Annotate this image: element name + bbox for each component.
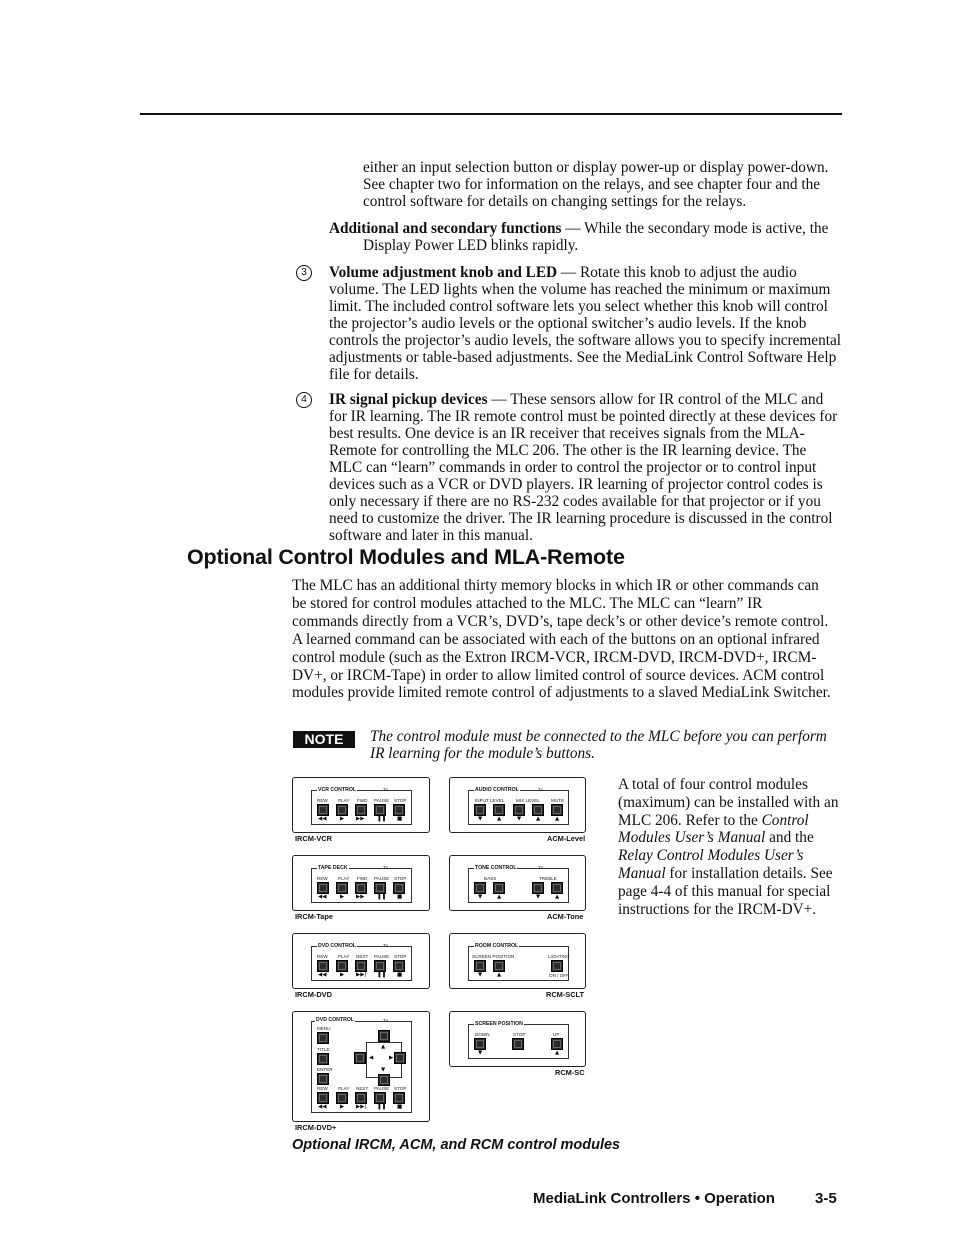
pause-icon: ❚❚ bbox=[377, 1104, 387, 1110]
group-label: TREBLE bbox=[539, 876, 557, 881]
module-title: DVD CONTROL bbox=[316, 1017, 355, 1023]
btn-label: STOP bbox=[394, 798, 407, 803]
arrow-down-icon: ▼ bbox=[381, 1067, 386, 1073]
section-body: The MLC has an additional thirty memory blocks in which IR or other commands can be stored for control modules attached to the MLC. The MLC can “learn” IR commands directly from a VCR’s, DVD’s, tape deck’s or other device’s remote control. A learned command can be associated with each of the buttons on an optional infrared control module (such as the Extron IRCM-VCR, IRCM-DVD, IRCM-DVD+, IRCM-DV+, or IRCM-Tape) in order to allow limited control of source devices. ACM control modules provide limited remote control of adjustments to a slaved MediaLink Switcher. bbox=[292, 577, 831, 702]
group-label: LIGHTING bbox=[548, 954, 570, 959]
btn-label: PAUSE bbox=[374, 1086, 390, 1091]
tx-led: Tx bbox=[383, 943, 389, 948]
item4-term: IR signal pickup devices bbox=[329, 391, 488, 408]
rew-button[interactable] bbox=[317, 882, 329, 894]
group-label: INPUT LEVEL bbox=[475, 798, 505, 803]
tx-led: Tx bbox=[538, 865, 544, 870]
btn-label: STOP bbox=[394, 1086, 407, 1091]
stop-button[interactable] bbox=[393, 804, 405, 816]
module-title: AUDIO CONTROL bbox=[475, 787, 519, 793]
item4-text: — These sensors allow for IR control of the MLC and for IR learning. The IR remote control must be pointed directly at these devices for best results. One device is an IR receiver that receives signals from the MLA-Remote for controlling the MLC 206. The other is the IR learning device. The MLC can “learn” commands in order to control the projector or to control input devices such as a VCR or DVD players. IR learning of projector control codes is only necessary if there are no RS-232 codes available for that projector or if you need to customize the driver. The IR learning procedure is discussed in the control software and later in this manual. bbox=[329, 391, 838, 544]
rew-icon: ◀◀ bbox=[318, 816, 327, 822]
up-icon: ▲ bbox=[497, 894, 502, 900]
tx-led: Tx bbox=[383, 865, 389, 870]
module-title: VCR CONTROL bbox=[318, 787, 357, 793]
side-text-3: for installation details. See page 4-4 of this manual for special instructions for the IRCM-DV+. bbox=[618, 864, 833, 918]
ir-pickup-paragraph bbox=[329, 391, 843, 544]
nav-left-button[interactable] bbox=[354, 1052, 366, 1064]
additional-functions-paragraph bbox=[329, 220, 843, 254]
tx-led: Tx bbox=[538, 787, 544, 792]
module-rcm-sclt bbox=[449, 933, 586, 989]
down-icon: ▼ bbox=[478, 1050, 483, 1056]
play-icon: ▶ bbox=[340, 894, 345, 900]
screen-down-button[interactable] bbox=[474, 960, 486, 972]
note-badge: NOTE bbox=[293, 731, 355, 748]
btn-label: FWD bbox=[357, 798, 368, 803]
bass-down-button[interactable] bbox=[474, 882, 486, 894]
menu-button[interactable] bbox=[317, 1032, 329, 1044]
up-icon: ▲ bbox=[555, 1050, 560, 1056]
mute-button[interactable] bbox=[551, 804, 563, 816]
volume-knob-paragraph bbox=[329, 264, 843, 383]
play-icon: ▶ bbox=[340, 816, 345, 822]
side-text-1: A total of four control modules (maximum) can be installed with an MLC 206. Refer to the bbox=[618, 776, 839, 829]
module-title: DVD CONTROL bbox=[318, 943, 357, 949]
stop-button[interactable] bbox=[393, 960, 405, 972]
module-rcm-sc bbox=[449, 1011, 586, 1067]
nav-up-button[interactable] bbox=[378, 1030, 390, 1042]
section-heading: Optional Control Modules and MLA-Remote bbox=[187, 545, 625, 569]
up-icon: ▲ bbox=[497, 972, 502, 978]
next-button[interactable] bbox=[355, 960, 367, 972]
btn-label: PLAY bbox=[338, 954, 350, 959]
btn-label: UP bbox=[553, 1032, 560, 1037]
title-button[interactable] bbox=[317, 1053, 329, 1065]
btn-label: PAUSE bbox=[374, 876, 390, 881]
next-icon: ▶▶| bbox=[356, 1104, 367, 1110]
side-italic-2: Relay Control Modules User’s Manual bbox=[618, 847, 804, 882]
module-title: ROOM CONTROL bbox=[475, 943, 519, 949]
mix-up-button[interactable] bbox=[532, 804, 544, 816]
input-up-button[interactable] bbox=[493, 804, 505, 816]
rew-button[interactable] bbox=[317, 804, 329, 816]
module-acm-tone bbox=[449, 855, 586, 911]
pause-button[interactable] bbox=[374, 804, 386, 816]
up-icon: ▲ bbox=[555, 894, 560, 900]
item3-term: Volume adjustment knob and LED bbox=[329, 264, 558, 281]
screen-stop-button[interactable] bbox=[512, 1038, 524, 1050]
item3-text: — Rotate this knob to adjust the audio volume. The LED lights when the volume has reached the minimum or maximum limit. The included control software lets you select whether this knob will control the projector’s audio levels or the optional switcher’s audio levels. If the knob controls the projector’s audio levels, the software allows you to specify incremental adjustments or table-based adjustments. See the MediaLink Control Software Help file for details. bbox=[329, 264, 842, 383]
additional-term: Additional and secondary functions bbox=[329, 220, 562, 237]
down-icon: ▼ bbox=[536, 894, 541, 900]
module-acm-level bbox=[449, 777, 586, 833]
pause-button[interactable] bbox=[374, 882, 386, 894]
pause-button[interactable] bbox=[374, 960, 386, 972]
stop-icon: ■ bbox=[397, 972, 403, 978]
play-button[interactable] bbox=[336, 882, 348, 894]
module-ircm-dvd bbox=[292, 933, 430, 989]
page-number: 3-5 bbox=[815, 1190, 837, 1207]
footer-title: MediaLink Controllers • Operation bbox=[533, 1190, 775, 1207]
continued-paragraph: either an input selection button or display power-up or display power-down. See chapter two for information on the relays, and see chapter four and the control software for details on changing settings for the relays. bbox=[363, 159, 829, 210]
callout-3: 3 bbox=[296, 265, 312, 281]
btn-label: PAUSE bbox=[374, 954, 390, 959]
btn-label: STOP bbox=[394, 954, 407, 959]
nav-down-button[interactable] bbox=[378, 1074, 390, 1086]
mix-down-button[interactable] bbox=[513, 804, 525, 816]
module-title: TONE CONTROL bbox=[475, 865, 517, 871]
tx-led: Tx bbox=[383, 787, 389, 792]
title-label: TITLE bbox=[317, 1047, 330, 1052]
side-italic-1: Control Modules User’s Manual bbox=[618, 811, 809, 847]
stop-button[interactable] bbox=[393, 1092, 405, 1104]
btn-label: REW bbox=[317, 954, 328, 959]
arrow-left-icon: ◀ bbox=[369, 1055, 374, 1061]
enter-button[interactable] bbox=[317, 1073, 329, 1085]
label-rcm-sclt: RCM-SCLT bbox=[546, 990, 585, 999]
label-ircm-dvdplus: IRCM-DVD+ bbox=[295, 1123, 337, 1132]
group-label: SCREEN POSITION bbox=[472, 954, 515, 959]
btn-label: NEXT bbox=[356, 954, 369, 959]
up-icon: ▲ bbox=[497, 816, 502, 822]
module-title: SCREEN POSITION bbox=[475, 1021, 523, 1027]
play-icon: ▶ bbox=[340, 972, 345, 978]
screen-up-button[interactable] bbox=[493, 960, 505, 972]
treble-up-button[interactable] bbox=[551, 882, 563, 894]
module-ircm-dvdplus bbox=[292, 1011, 430, 1122]
label-ircm-dvd: IRCM-DVD bbox=[295, 990, 332, 999]
btn-label: STOP bbox=[394, 876, 407, 881]
side-paragraph bbox=[618, 776, 840, 918]
up-icon: ▲ bbox=[555, 816, 560, 822]
btn-label: NEXT bbox=[356, 1086, 369, 1091]
down-icon: ▼ bbox=[478, 972, 483, 978]
callout-4: 4 bbox=[296, 392, 312, 408]
group-label: MIX LEVEL bbox=[516, 798, 540, 803]
label-ircm-vcr: IRCM-VCR bbox=[295, 834, 332, 843]
play-button[interactable] bbox=[336, 960, 348, 972]
stop-icon: ■ bbox=[397, 894, 403, 900]
btn-label: PAUSE bbox=[374, 798, 390, 803]
btn-label: REW bbox=[317, 798, 328, 803]
group-label: MUTE bbox=[551, 798, 565, 803]
up-icon: ▲ bbox=[536, 816, 541, 822]
btn-label: PLAY bbox=[338, 798, 350, 803]
pause-icon: ❚❚ bbox=[377, 894, 387, 900]
module-title: TAPE DECK bbox=[318, 865, 348, 871]
label-acm-level: ACM-Level bbox=[547, 834, 586, 843]
btn-label: PLAY bbox=[338, 1086, 350, 1091]
btn-label: STOP bbox=[513, 1032, 526, 1037]
fwd-button[interactable] bbox=[355, 804, 367, 816]
label-rcm-sc: RCM-SC bbox=[555, 1068, 585, 1077]
rew-icon: ◀◀ bbox=[318, 1104, 327, 1110]
figure-caption: Optional IRCM, ACM, and RCM control modules bbox=[292, 1137, 621, 1153]
btn-label: PLAY bbox=[338, 876, 350, 881]
screen-up-button[interactable] bbox=[551, 1038, 563, 1050]
next-button[interactable] bbox=[355, 1092, 367, 1104]
stop-button[interactable] bbox=[393, 882, 405, 894]
stop-icon: ■ bbox=[397, 816, 403, 822]
input-down-button[interactable] bbox=[474, 804, 486, 816]
fwd-button[interactable] bbox=[355, 882, 367, 894]
down-icon: ▼ bbox=[478, 816, 483, 822]
note-text: The control module must be connected to the MLC before you can perform IR learning for the module’s buttons. bbox=[370, 728, 827, 762]
side-text-2: and the bbox=[765, 829, 814, 847]
next-icon: ▶▶| bbox=[356, 972, 367, 978]
lighting-button[interactable] bbox=[551, 960, 563, 972]
nav-right-button[interactable] bbox=[394, 1052, 406, 1064]
rew-icon: ◀◀ bbox=[318, 894, 327, 900]
additional-text: — While the secondary mode is active, the Display Power LED blinks rapidly. bbox=[363, 220, 829, 254]
group-label: ON / OFF bbox=[549, 973, 569, 978]
header-rule bbox=[140, 113, 842, 115]
treble-down-button[interactable] bbox=[532, 882, 544, 894]
play-button[interactable] bbox=[336, 1092, 348, 1104]
menu-label: MENU bbox=[317, 1026, 331, 1031]
stop-icon: ■ bbox=[397, 1104, 403, 1110]
rew-button[interactable] bbox=[317, 960, 329, 972]
fwd-icon: ▶▶ bbox=[356, 816, 365, 822]
module-ircm-vcr bbox=[292, 777, 430, 833]
down-icon: ▼ bbox=[517, 816, 522, 822]
play-button[interactable] bbox=[336, 804, 348, 816]
btn-label: DOWN bbox=[475, 1032, 490, 1037]
pause-icon: ❚❚ bbox=[377, 972, 387, 978]
module-ircm-tape bbox=[292, 855, 430, 911]
rew-icon: ◀◀ bbox=[318, 972, 327, 978]
screen-down-button[interactable] bbox=[474, 1038, 486, 1050]
label-acm-tone: ACM-Tone bbox=[547, 912, 584, 921]
pause-button[interactable] bbox=[374, 1092, 386, 1104]
arrow-up-icon: ▲ bbox=[381, 1044, 386, 1050]
down-icon: ▼ bbox=[478, 894, 483, 900]
btn-label: FWD bbox=[357, 876, 368, 881]
pause-icon: ❚❚ bbox=[377, 816, 387, 822]
arrow-right-icon: ▶ bbox=[389, 1055, 394, 1061]
enter-label: ENTER bbox=[317, 1067, 333, 1072]
play-icon: ▶ bbox=[340, 1104, 345, 1110]
label-ircm-tape: IRCM-Tape bbox=[295, 912, 334, 921]
bass-up-button[interactable] bbox=[493, 882, 505, 894]
rew-button[interactable] bbox=[317, 1092, 329, 1104]
tx-led: Tx bbox=[383, 1018, 389, 1023]
btn-label: REW bbox=[317, 876, 328, 881]
group-label: BASS bbox=[484, 876, 497, 881]
fwd-icon: ▶▶ bbox=[356, 894, 365, 900]
btn-label: REW bbox=[317, 1086, 328, 1091]
